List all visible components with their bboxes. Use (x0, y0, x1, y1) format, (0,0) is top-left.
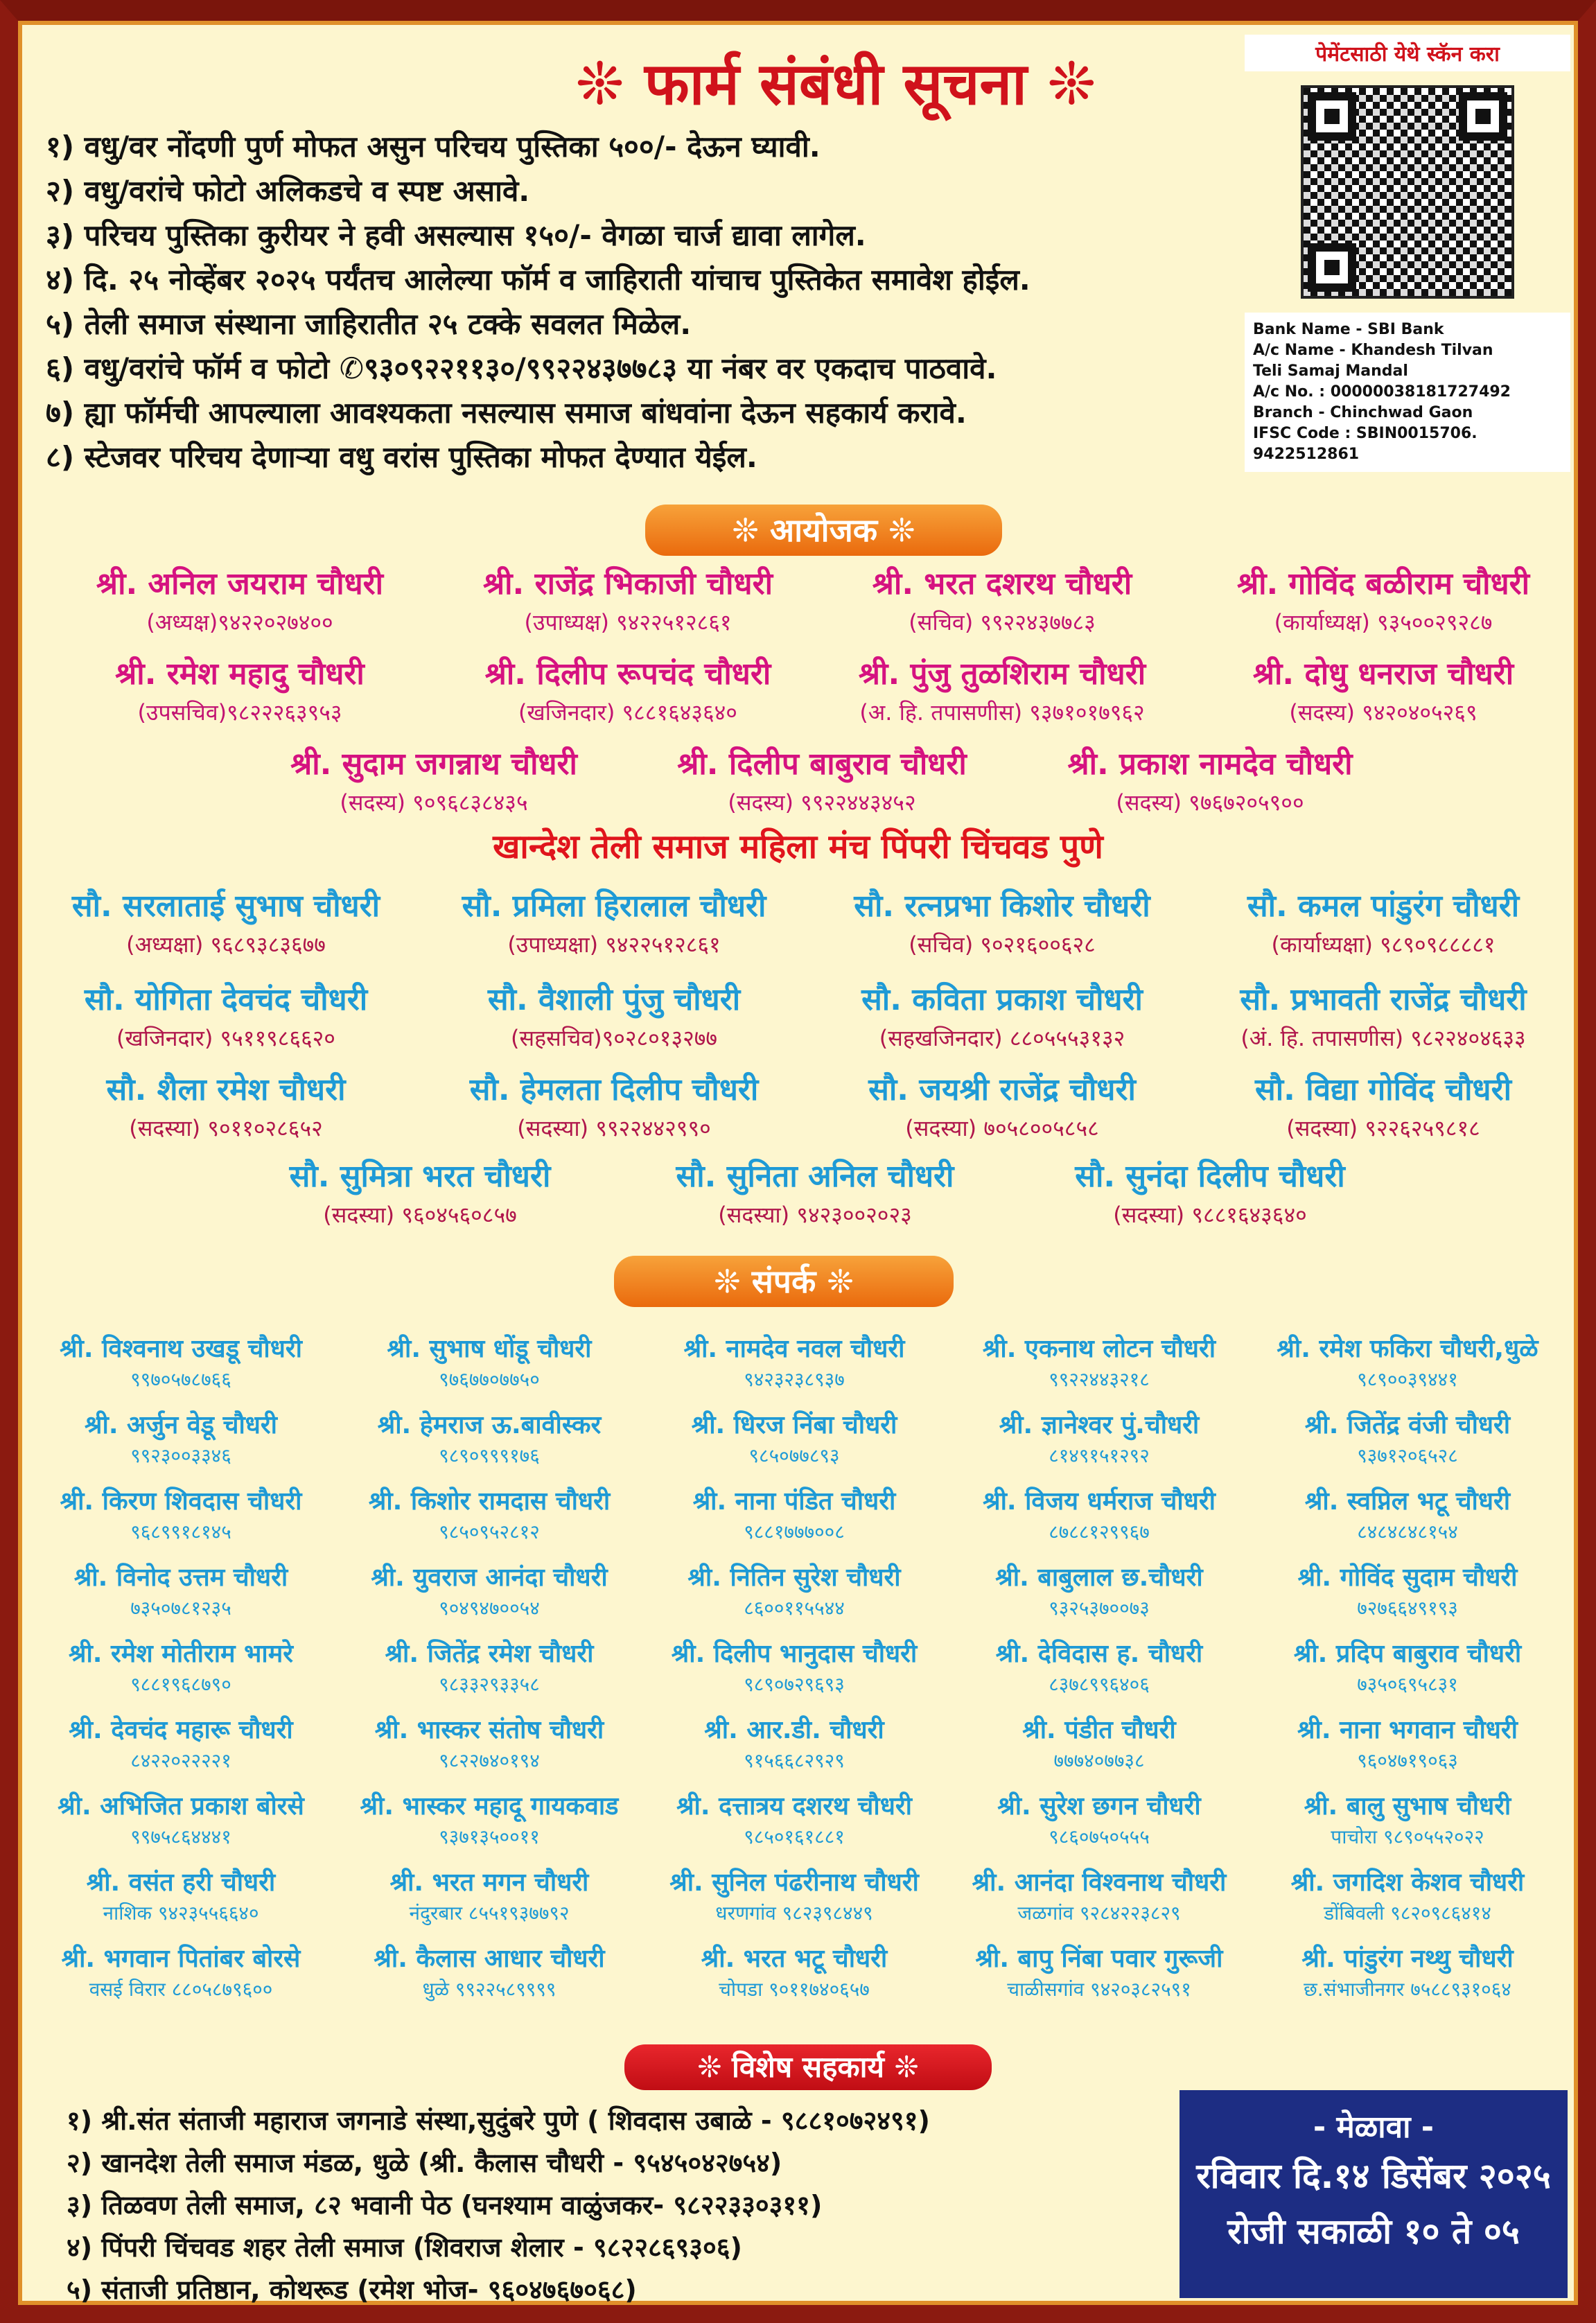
member-name: सौ. रत्नप्रभा किशोर चौधरी (854, 888, 1150, 924)
mahila-card (32, 884, 420, 959)
contact-name: श्री. बालु सुभाष चौधरी (1304, 1792, 1511, 1821)
member-name: सौ. हेमलता दिलीप चौधरी (469, 1072, 759, 1107)
melava-date: रविवार दि.१४ डिसेंबर २०२५ (1196, 2156, 1551, 2196)
contact-phone: ९०४९४७००५४ (439, 1597, 540, 1620)
organizer-role: (कार्याध्यक्ष) ९३५००२९२८७ (1274, 609, 1493, 635)
contact-phone: ९३७१३५००११ (439, 1825, 540, 1848)
organizer-card (46, 651, 434, 727)
organizer-card (434, 561, 822, 637)
note-item: ५) तेली समाज संस्थाना जाहिरातीत २५ टक्के सवलत मिळेल. (46, 307, 692, 341)
contact-name: श्री. कैलास आधार चौधरी (374, 1945, 605, 1973)
notes-list (46, 125, 1252, 480)
note-item: १) वधु/वर नोंदणी पुर्ण मोफत असुन परिचय पुस्तिका ५००/- देऊन घ्यावी. (46, 130, 821, 164)
contact-phone: ७७७४०७७३८ (1053, 1749, 1145, 1772)
organizer-role: (अ. हि. तपासणीस) ९३७१०१७९६२ (859, 699, 1145, 726)
contact-phone: ९८६०७५०५५५ (1049, 1825, 1150, 1848)
contact-card (340, 1331, 638, 1392)
mahila-card (808, 1067, 1196, 1143)
contact-name: श्री. भरत भटू चौधरी (701, 1945, 888, 1973)
contact-phone: ९६०४७१९०६३ (1357, 1749, 1458, 1772)
contact-name: श्री. बाबुलाल छ.चौधरी (995, 1563, 1203, 1592)
contact-card (32, 1788, 330, 1850)
organizer-card (628, 742, 1016, 817)
contact-phone: जळगांव ९२८४२२३८२९ (1017, 1902, 1181, 1925)
organizer-card (240, 742, 628, 817)
special-item: १) श्री.संत संताजी महाराज जगनाडे संस्था,सुदुंबरे पुणे ( शिवदास उबाळे - ९८८१०७२४९१) (67, 2105, 930, 2136)
member-role: (सदस्या) ९०११०२८६५२ (129, 1115, 323, 1141)
special-list (67, 2100, 930, 2311)
contact-card (1259, 1559, 1556, 1621)
mahila-card (420, 977, 808, 1053)
contact-card (950, 1712, 1248, 1773)
mahila-card (1189, 884, 1577, 959)
contact-card (1259, 1940, 1556, 2002)
contact-name: श्री. नामदेव नवल चौधरी (683, 1335, 905, 1363)
organizer-card (1016, 742, 1404, 817)
contact-card (645, 1712, 943, 1773)
contact-card (1259, 1483, 1556, 1545)
organizer-name: श्री. दिलीप बाबुराव चौधरी (677, 746, 967, 782)
contact-name: श्री. रमेश फकिरा चौधरी,धुळे (1277, 1335, 1538, 1363)
contact-name: श्री. भास्कर संतोष चौधरी (374, 1716, 604, 1744)
contact-name: श्री. भगवान पितांबर बोरसे (61, 1945, 301, 1973)
contact-card (1259, 1407, 1556, 1469)
contact-phone: पाचोरा ९८९०५५२०२२ (1331, 1825, 1484, 1848)
contact-phone: ९८२२७४०१९४ (439, 1749, 540, 1772)
contact-name: श्री. रमेश मोतीराम भामरे (69, 1640, 293, 1668)
contact-name: श्री. नितिन सुरेश चौधरी (687, 1563, 901, 1592)
organizer-name: श्री. दिलीप रूपचंद चौधरी (484, 656, 771, 692)
mahila-card (32, 1067, 420, 1143)
organizer-name: श्री. प्रकाश नामदेव चौधरी (1067, 746, 1353, 782)
payment-panel (1245, 35, 1570, 492)
contact-name: श्री. नाना पंडित चौधरी (692, 1487, 896, 1516)
contact-card (645, 1559, 943, 1621)
contact-phone: चोपडा ९०११७४०६५७ (719, 1978, 870, 2001)
member-name: सौ. सुनंदा दिलीप चौधरी (1075, 1159, 1345, 1194)
contact-card (32, 1331, 330, 1392)
member-role: (अध्यक्षा) ९६८९३८३६७७ (126, 931, 326, 958)
contact-card (645, 1864, 943, 1926)
member-name: सौ. सरलाताई सुभाष चौधरी (71, 888, 380, 924)
contact-phone: ९३७१२०६५२८ (1357, 1444, 1458, 1467)
contact-card (1259, 1636, 1556, 1697)
contact-phone: ९८९०७२९६९३ (744, 1673, 845, 1696)
organizer-card (822, 651, 1182, 727)
contact-card (1259, 1712, 1556, 1773)
contact-card (950, 1788, 1248, 1850)
special-item: ३) तिळवण तेली समाज, ८२ भवानी पेठ (घनश्याम वाळुंजकर- ९८२२३३०३११) (67, 2190, 823, 2220)
organizer-card (822, 561, 1182, 637)
contact-name: श्री. एकनाथ लोटन चौधरी (982, 1335, 1216, 1363)
member-role: (सदस्या) ९८८१६४३६४० (1113, 1202, 1307, 1228)
member-name: सौ. विद्या गोविंद चौधरी (1255, 1072, 1511, 1107)
contact-phone: नाशिक ९४२३५५६६४० (103, 1902, 259, 1925)
organizer-role: (सदस्य) ९०९६८३८४३५ (340, 789, 528, 816)
contact-card (1259, 1331, 1556, 1392)
member-role: (सहखजिनदार) ८८०५५५३१३२ (879, 1025, 1125, 1051)
contact-card (32, 1407, 330, 1469)
contact-card (645, 1940, 943, 2002)
contact-name: श्री. जितेंद्र रमेश चौधरी (385, 1640, 594, 1668)
contact-phone: ९९२२४४३२१८ (1049, 1368, 1150, 1391)
mahila-card (808, 884, 1196, 959)
contact-card (32, 1559, 330, 1621)
contact-phone: ९८५०१६१८८१ (744, 1825, 845, 1848)
contact-card (950, 1407, 1248, 1469)
aayojak-heading: ❊ आयोजक ❊ (645, 505, 1002, 556)
contact-name: श्री. भास्कर महादू गायकवाड (360, 1792, 619, 1821)
contact-name: श्री. जितेंद्र वंजी चौधरी (1304, 1411, 1511, 1439)
contact-card (1259, 1788, 1556, 1850)
contact-name: श्री. युवराज आनंदा चौधरी (371, 1563, 608, 1592)
contact-card (340, 1864, 638, 1926)
special-item: २) खानदेश तेली समाज मंडळ, धुळे (श्री. कैलास चौधरी - ९५४५०४२७५४) (67, 2148, 782, 2178)
contact-phone: ७२७६६४९१९३ (1357, 1597, 1458, 1620)
organizer-card (46, 561, 434, 637)
mahila-manch-title: खान्देश तेली समाज महिला मंच पिंपरी चिंचवड पुणे (493, 827, 1103, 866)
contact-name: श्री. दत्तात्रय दशरथ चौधरी (676, 1792, 912, 1821)
contact-phone: ७३५०६९५८३१ (1357, 1673, 1458, 1696)
member-name: सौ. सुनिता अनिल चौधरी (676, 1159, 954, 1194)
contact-phone: ८१४९१५१२९२ (1049, 1444, 1150, 1467)
contact-name: श्री. हेमराज ऊ.बावीस्कर (377, 1411, 602, 1439)
contact-name: श्री. विनोद उत्तम चौधरी (73, 1563, 288, 1592)
contact-phone: वसई विरार ८८०५८७९६०० (89, 1978, 273, 2001)
special-heading: ❊ विशेष सहकार्य ❊ (624, 2044, 992, 2090)
organizer-name: श्री. अनिल जयराम चौधरी (96, 566, 384, 602)
organizer-name: श्री. पुंजु तुळशिराम चौधरी (858, 656, 1146, 692)
contact-card (1259, 1864, 1556, 1926)
member-role: (सदस्या) ७०५८००५८५८ (905, 1115, 1099, 1141)
organizer-role: (सदस्य) ९४२०४०५२६९ (1289, 699, 1477, 726)
contact-card (950, 1636, 1248, 1697)
member-name: सौ. सुमित्रा भरत चौधरी (289, 1159, 551, 1194)
member-name: सौ. शैला रमेश चौधरी (106, 1072, 346, 1107)
contact-card (950, 1331, 1248, 1392)
organizer-role: (सचिव) ९९२२४३७७८३ (909, 609, 1096, 635)
contact-phone: धरणगांव ९८२३९८४४९ (715, 1902, 873, 1925)
contact-name: श्री. जगदिश केशव चौधरी (1290, 1868, 1525, 1897)
contact-phone: ९३२५३७००७३ (1049, 1597, 1150, 1620)
mahila-card (808, 977, 1196, 1053)
contact-name: श्री. प्रदिप बाबुराव चौधरी (1293, 1640, 1522, 1668)
member-name: सौ. योगिता देवचंद चौधरी (84, 982, 368, 1017)
contact-card (950, 1940, 1248, 2002)
contact-card (340, 1559, 638, 1621)
note-item: ६) वधु/वरांचे फॉर्म व फोटो ✆९३०९२२११३०/९९२२४३७७८३ या नंबर वर एकदाच पाठवावे. (46, 351, 997, 385)
qr-finder (1308, 92, 1356, 141)
contact-card (32, 1712, 330, 1773)
contact-name: श्री. किरण शिवदास चौधरी (60, 1487, 302, 1516)
contact-phone: ९९२३००३३४६ (130, 1444, 231, 1467)
contact-name: श्री. सुरेश छगन चौधरी (997, 1792, 1201, 1821)
organizer-card (434, 651, 822, 727)
contact-card (645, 1483, 943, 1545)
contact-card (645, 1636, 943, 1697)
contact-phone: डोंबिवली ९८२०९८६४१४ (1324, 1902, 1491, 1925)
organizer-card (1189, 561, 1577, 637)
member-role: (सदस्या) ९२२६२५९८१८ (1286, 1115, 1480, 1141)
melava-box (1180, 2090, 1568, 2298)
organizer-name: श्री. सुदाम जगन्नाथ चौधरी (290, 746, 577, 782)
qr-code[interactable] (1301, 85, 1514, 299)
mahila-card (1189, 1067, 1577, 1143)
contact-phone: ९८५०९५२८१२ (439, 1520, 540, 1543)
melava-time: रोजी सकाळी १० ते ०५ (1227, 2211, 1520, 2252)
contact-name: श्री. नाना भगवान चौधरी (1297, 1716, 1518, 1744)
organizer-role: (उपाध्यक्ष) ९४२२५१२८६१ (524, 609, 732, 635)
contact-name: श्री. आनंदा विश्वनाथ चौधरी (972, 1868, 1227, 1897)
organizer-name: श्री. राजेंद्र भिकाजी चौधरी (483, 566, 773, 602)
bank-details: Bank Name - SBI Bank A/c Name - Khandesh Tilvan Teli Samaj Mandal A/c No. : 00000038181727492 Branch - Chinchwad Gaon IFSC Code : SBIN0015706. 9422512861 (1245, 313, 1570, 472)
contact-name: श्री. धिरज निंबा चौधरी (691, 1411, 897, 1439)
contact-card (340, 1636, 638, 1697)
organizer-role: (सदस्य) ९९२२४४३४५२ (728, 789, 916, 816)
member-role: (कार्याध्यक्षा) ९८९०९८८८८१ (1271, 931, 1496, 958)
contact-card (32, 1864, 330, 1926)
contact-name: श्री. सुभाष धोंडू चौधरी (387, 1335, 592, 1363)
contact-name: श्री. आर.डी. चौधरी (704, 1716, 884, 1744)
contact-phone: चाळीसगांव ९४२०३८२५९१ (1007, 1978, 1191, 2001)
contact-name: श्री. विश्वनाथ उखडू चौधरी (60, 1335, 302, 1363)
melava-heading: - मेळावा - (1313, 2110, 1435, 2145)
contact-phone: ८६००११५५४४ (744, 1597, 845, 1620)
organizer-role: (सदस्य) ९७६७२०५९०० (1116, 789, 1304, 816)
contact-name: श्री. पांडुरंग नथ्थु चौधरी (1301, 1945, 1514, 1973)
contact-card (645, 1331, 943, 1392)
organizer-name: श्री. भरत दशरथ चौधरी (872, 566, 1132, 602)
contact-card (950, 1864, 1248, 1926)
member-name: सौ. कमल पांडुरंग चौधरी (1247, 888, 1520, 924)
special-item: ५) संताजी प्रतिष्ठान, कोथरूड (रमेश भोज- ९६०४७६७०६८) (67, 2274, 637, 2305)
contact-name: श्री. अर्जुन वेडू चौधरी (85, 1411, 277, 1439)
contact-name: श्री. दिलीप भानुदास चौधरी (671, 1640, 918, 1668)
contact-phone: ९७६७७०७७५० (439, 1368, 540, 1391)
special-item: ४) पिंपरी चिंचवड शहर तेली समाज (शिवराज शेलार - ९८२२८६९३०६) (67, 2232, 742, 2263)
contact-phone: ९८५०७७८९३ (748, 1444, 840, 1467)
mahila-card (420, 884, 808, 959)
contact-name: श्री. सुनिल पंढरीनाथ चौधरी (669, 1868, 919, 1897)
contact-phone: ९८८१७७७००८ (744, 1520, 845, 1543)
contact-phone: ८४२२०२२२२१ (130, 1749, 231, 1772)
contact-phone: धुळे ९९२२५८९९९९ (422, 1978, 556, 2001)
contact-phone: ९८९०९९९१७६ (439, 1444, 540, 1467)
contact-name: श्री. पंडीत चौधरी (1022, 1716, 1176, 1744)
mahila-card (1016, 1154, 1404, 1229)
contact-phone: ८७८८१२९९६७ (1049, 1520, 1150, 1543)
member-role: (उपाध्यक्षा) ९४२२५१२८६१ (507, 931, 721, 958)
organizer-name: श्री. गोविंद बळीराम चौधरी (1236, 566, 1530, 602)
contact-card (340, 1712, 638, 1773)
contact-card (340, 1483, 638, 1545)
contact-card (340, 1940, 638, 2002)
contact-phone: ९८८१९६८७९० (130, 1673, 231, 1696)
contact-card (340, 1788, 638, 1850)
mahila-card (226, 1154, 614, 1229)
contact-card (340, 1407, 638, 1469)
member-role: (सचिव) ९०२१६००६२८ (909, 931, 1096, 958)
contact-name: श्री. बापु निंबा पवार गुरूजी (975, 1945, 1223, 1973)
contact-phone: नंदुरबार ८५५१९३७७९२ (409, 1902, 570, 1925)
contact-phone: ९६८९९१८१४५ (130, 1520, 231, 1543)
contact-card (32, 1483, 330, 1545)
organizer-role: (खजिनदार) ९८८१६४३६४० (518, 699, 737, 726)
contact-name: श्री. स्वप्निल भटू चौधरी (1304, 1487, 1511, 1516)
contact-card (32, 1940, 330, 2002)
member-role: (खजिनदार) ९५११९८६६२० (116, 1025, 335, 1051)
note-item: ४) दि. २५ नोव्हेंबर २०२५ पर्यंतच आलेल्या फॉर्म व जाहिराती यांचाच पुस्तिकेत समावेश होईल. (46, 263, 1031, 297)
organizer-role: (उपसचिव)९८२२२६३९५३ (137, 699, 342, 726)
contact-name: श्री. ज्ञानेश्वर पुं.चौधरी (999, 1411, 1200, 1439)
organizer-name: श्री. रमेश महादु चौधरी (115, 656, 365, 692)
contact-name: श्री. वसंत हरी चौधरी (86, 1868, 276, 1897)
contact-phone: ८४८४८४८१५४ (1357, 1520, 1458, 1543)
mahila-card (32, 977, 420, 1053)
contact-name: श्री. देविदास ह. चौधरी (995, 1640, 1203, 1668)
organizer-name: श्री. दोधु धनराज चौधरी (1252, 656, 1514, 692)
qr-caption: पेमेंटसाठी येथे स्कॅन करा (1245, 35, 1570, 71)
contact-phone: ९९७५८६४४४१ (130, 1825, 231, 1848)
member-role: (सदस्या) ९६०४५६०८५७ (323, 1202, 517, 1228)
qr-finder (1308, 243, 1356, 292)
contact-name: श्री. विजय धर्मराज चौधरी (983, 1487, 1216, 1516)
note-item: ८) स्टेजवर परिचय देणाऱ्या वधु वरांस पुस्तिका मोफत देण्यात येईल. (46, 440, 757, 474)
member-name: सौ. प्रमिला हिरालाल चौधरी (462, 888, 766, 924)
member-role: (सदस्या) ९४२३००२०२३ (718, 1202, 912, 1228)
member-role: (सदस्या) ९९२२४४२९९० (517, 1115, 711, 1141)
qr-finder (1459, 92, 1507, 141)
contact-phone: ९८३३२९३३५८ (439, 1673, 540, 1696)
contact-name: श्री. देवचंद महारू चौधरी (69, 1716, 293, 1744)
contact-name: श्री. गोविंद सुदाम चौधरी (1297, 1563, 1518, 1592)
organizer-role: (अध्यक्ष)९४२२०२७४०० (146, 609, 333, 635)
contact-name: श्री. अभिजित प्रकाश बोरसे (58, 1792, 304, 1821)
contact-phone: ८३७८९९६४०६ (1049, 1673, 1150, 1696)
mahila-card (621, 1154, 1009, 1229)
contact-phone: ९४२३२३८९३७ (744, 1368, 845, 1391)
contact-name: श्री. भरत मगन चौधरी (389, 1868, 589, 1897)
contact-phone: ७३५०७८१२३५ (130, 1597, 231, 1620)
contact-phone: ९१५६६८२९२९ (744, 1749, 845, 1772)
organizer-card (1189, 651, 1577, 727)
contact-card (950, 1483, 1248, 1545)
contact-card (645, 1407, 943, 1469)
contact-phone: छ.संभाजीनगर ७५८८९३१०६४ (1304, 1978, 1511, 2001)
contact-card (645, 1788, 943, 1850)
member-role: (सहसचिव)९०२८०१३२७७ (510, 1025, 718, 1051)
member-name: सौ. वैशाली पुंजु चौधरी (487, 982, 741, 1017)
contact-card (32, 1636, 330, 1697)
contact-card (950, 1559, 1248, 1621)
mahila-card (420, 1067, 808, 1143)
mahila-card (1189, 977, 1577, 1053)
note-item: ७) ह्या फॉर्मची आपल्याला आवश्यकता नसल्यास समाज बांधवांना देऊन सहकार्य करावे. (46, 396, 967, 430)
note-item: २) वधु/वरांचे फोटो अलिकडचे व स्पष्ट असावे. (46, 174, 530, 208)
contact-name: श्री. किशोर रामदास चौधरी (368, 1487, 611, 1516)
contact-phone: ९८९००३९४४१ (1357, 1368, 1458, 1391)
member-name: सौ. प्रभावती राजेंद्र चौधरी (1240, 982, 1527, 1017)
contact-phone: ९९७०५७८७६६ (130, 1368, 231, 1391)
note-item: ३) परिचय पुस्तिका कुरीयर ने हवी असल्यास १५०/- वेगळा चार्ज द्यावा लागेल. (46, 218, 866, 252)
member-name: सौ. जयश्री राजेंद्र चौधरी (868, 1072, 1136, 1107)
sampark-heading: ❊ संपर्क ❊ (614, 1256, 954, 1307)
member-name: सौ. कविता प्रकाश चौधरी (861, 982, 1143, 1017)
page-title: ❊ फार्म संबंधी सूचना ❊ (575, 50, 1096, 118)
member-role: (अं. हि. तपासणीस) ९८२२४०४६३३ (1240, 1025, 1526, 1051)
